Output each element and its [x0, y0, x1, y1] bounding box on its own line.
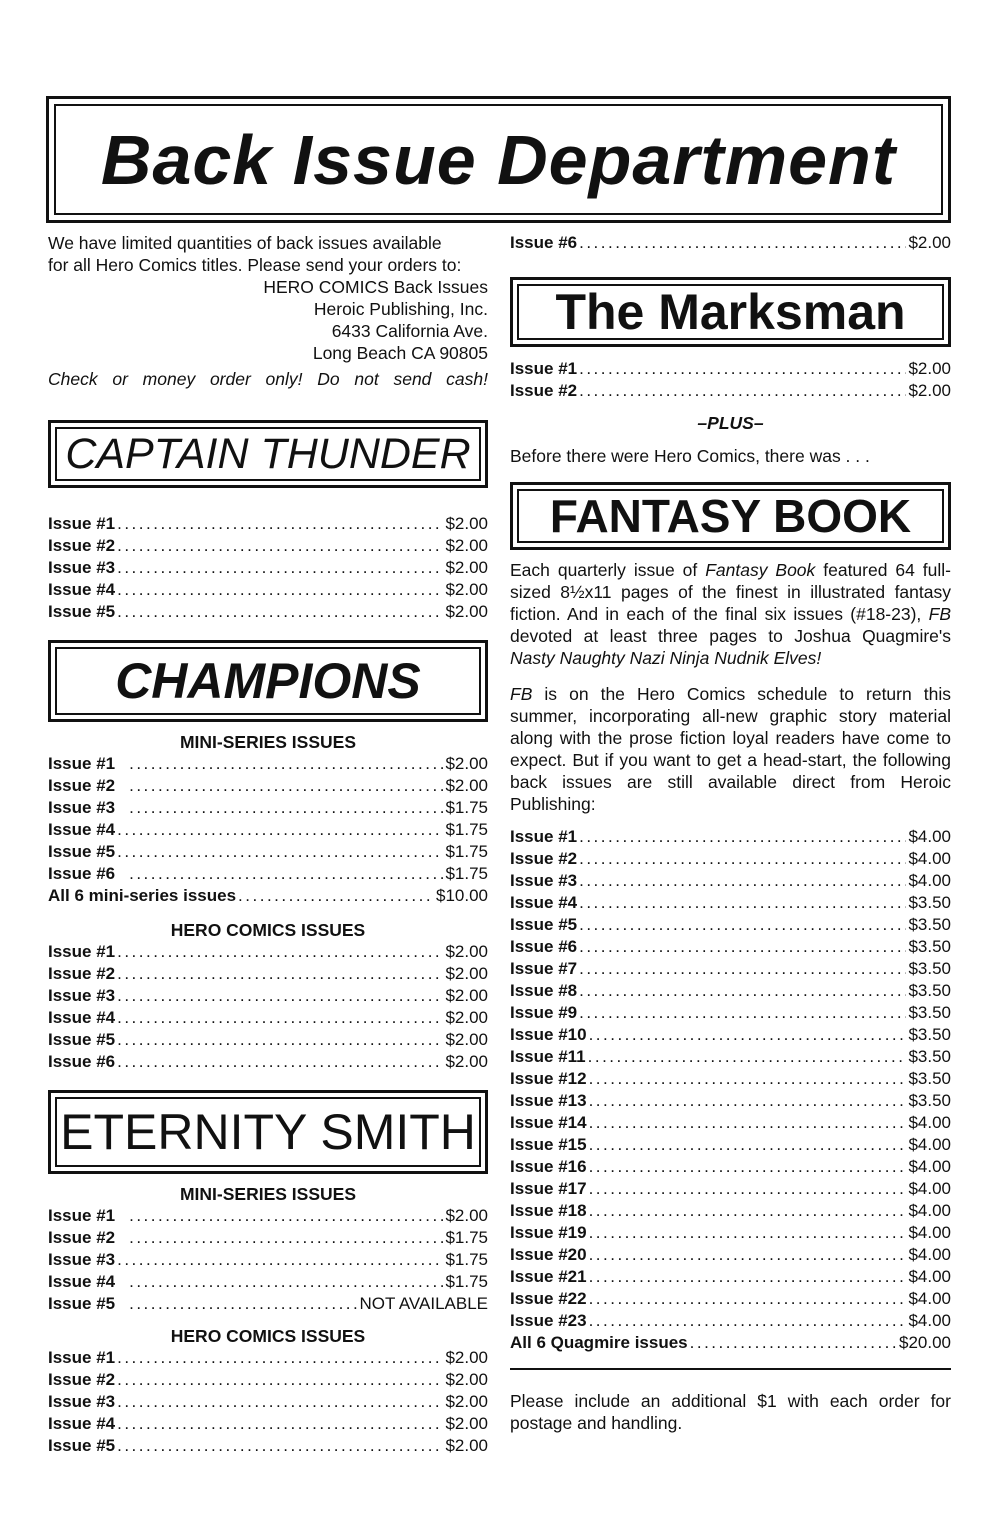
address-line: Long Beach CA 90805 — [312, 343, 488, 363]
dot-leader — [579, 358, 906, 380]
dot-leader — [117, 1051, 443, 1073]
fantasy-book-title: FANTASY BOOK — [549, 490, 912, 542]
issue-row — [48, 1435, 488, 1457]
dot-leader — [117, 557, 443, 579]
issue-price: $1.75 — [445, 1272, 488, 1291]
issue-price: $3.50 — [908, 915, 951, 934]
issue-price: $3.50 — [908, 1025, 951, 1044]
bundle-row — [48, 885, 488, 907]
issue-row — [48, 1227, 488, 1249]
dot-leader — [129, 753, 443, 775]
dot-leader — [117, 1413, 443, 1435]
dot-leader — [238, 885, 434, 907]
issue-label: Issue #2 — [48, 536, 116, 555]
dot-leader — [117, 1435, 443, 1457]
issue-label: Issue #3 — [48, 986, 116, 1005]
issue-label: Issue #7 — [510, 959, 578, 978]
dot-leader — [117, 1007, 443, 1029]
issue-label: Issue #2 — [48, 1370, 116, 1389]
mailing-address — [48, 276, 488, 364]
issue-row — [48, 1369, 488, 1391]
issue-row — [48, 863, 488, 885]
issue-row — [510, 870, 951, 892]
issue-label: Issue #6 — [48, 1052, 116, 1071]
issue-price: $2.00 — [908, 359, 951, 378]
dot-leader — [589, 1288, 907, 1310]
issue-label: Issue #1 — [48, 942, 116, 961]
issue-label: Issue #10 — [510, 1025, 587, 1044]
dot-leader — [589, 1266, 907, 1288]
issue-price: $1.75 — [445, 820, 488, 839]
issue-label: Issue #5 — [48, 1030, 116, 1049]
issue-row — [510, 1266, 951, 1288]
issue-row — [510, 1310, 951, 1332]
issue-row — [510, 848, 951, 870]
address-line: 6433 California Ave. — [331, 321, 488, 341]
issue-price: $2.00 — [908, 233, 951, 252]
issue-price: $3.50 — [908, 1047, 951, 1066]
issue-label: Issue #3 — [48, 558, 116, 577]
captain-thunder-title: CAPTAIN THUNDER — [65, 429, 471, 478]
issue-row — [510, 1002, 951, 1024]
dot-leader — [129, 863, 443, 885]
issue-row — [48, 1029, 488, 1051]
issue-price: $2.00 — [445, 1436, 488, 1455]
issue-price: $2.00 — [445, 1052, 488, 1071]
dot-leader — [579, 380, 906, 402]
eternity-smith-title-box — [48, 1090, 488, 1174]
dot-leader — [589, 1222, 907, 1244]
mini-series-heading: MINI-SERIES ISSUES — [179, 732, 356, 752]
issue-label: Issue #9 — [510, 1003, 578, 1022]
issue-row — [48, 775, 488, 797]
fantasy-book-schedule-paragraph: FB is on the Hero Comics schedule to return this summer, incorporating all-new graphic story material along with the prose fiction loyal readers have come to expect. But if you want to get a head-start, the following back issues are still available direct from Heroic Publishing: — [510, 684, 951, 814]
issue-row — [48, 1007, 488, 1029]
issue-label: Issue #15 — [510, 1135, 587, 1154]
dot-leader — [589, 1200, 907, 1222]
issue-row — [48, 601, 488, 623]
dot-leader — [690, 1332, 897, 1354]
issue-row — [48, 1293, 488, 1315]
issue-row — [510, 1046, 951, 1068]
issue-label: Issue #21 — [510, 1267, 587, 1286]
before-text: Before there were Hero Comics, there was . . . — [510, 446, 870, 466]
dot-leader — [589, 1178, 907, 1200]
issue-label: Issue #5 — [48, 1294, 116, 1313]
issue-price: $4.00 — [908, 1113, 951, 1132]
champions-title: CHAMPIONS — [115, 653, 421, 709]
issue-row — [510, 358, 951, 380]
right-column — [510, 232, 951, 1434]
dot-leader — [579, 826, 906, 848]
issue-row — [48, 985, 488, 1007]
issue-label: All 6 mini-series issues — [48, 886, 237, 905]
issue-row — [510, 1024, 951, 1046]
champions-title-box — [48, 640, 488, 722]
issue-row — [48, 797, 488, 819]
issue-label: Issue #2 — [48, 776, 116, 795]
issue-price: $4.00 — [908, 1223, 951, 1242]
issue-price: $2.00 — [445, 1206, 488, 1225]
issue-row — [48, 1051, 488, 1073]
dot-leader — [579, 1002, 906, 1024]
dot-leader — [117, 1029, 443, 1051]
issue-label: Issue #13 — [510, 1091, 587, 1110]
page-title-inner-frame — [54, 104, 943, 215]
dot-leader — [589, 1068, 907, 1090]
dot-leader — [117, 941, 443, 963]
dot-leader — [117, 841, 443, 863]
issue-row — [510, 232, 951, 254]
issue-price: $2.00 — [445, 1348, 488, 1367]
issue-label: Issue #2 — [48, 1228, 116, 1247]
dot-leader — [117, 579, 443, 601]
dot-leader — [579, 914, 906, 936]
issue-price: $1.75 — [445, 1250, 488, 1269]
issue-row — [510, 1288, 951, 1310]
issue-price: $3.50 — [908, 1069, 951, 1088]
issue-label: Issue #23 — [510, 1311, 587, 1330]
issue-price: $2.00 — [908, 381, 951, 400]
issue-label: Issue #4 — [48, 1008, 116, 1027]
fantasy-book-title-box — [510, 482, 951, 550]
hero-comics-heading: HERO COMICS ISSUES — [170, 1326, 366, 1346]
issue-label: Issue #2 — [48, 964, 116, 983]
dot-leader — [129, 1293, 357, 1315]
issue-label: Issue #6 — [510, 937, 578, 956]
issue-price: $4.00 — [908, 1245, 951, 1264]
issue-price: $1.75 — [445, 864, 488, 883]
issue-price: $4.00 — [908, 1135, 951, 1154]
issue-price: $2.00 — [445, 602, 488, 621]
issue-row — [510, 1068, 951, 1090]
issue-price: $1.75 — [445, 798, 488, 817]
issue-row — [510, 936, 951, 958]
issue-row — [48, 579, 488, 601]
marksman-title-box — [510, 277, 951, 347]
issue-price: $10.00 — [436, 886, 488, 905]
dot-leader — [117, 963, 443, 985]
dot-leader — [117, 1347, 443, 1369]
issue-row — [48, 1347, 488, 1369]
issue-price: $2.00 — [445, 1370, 488, 1389]
dot-leader — [589, 1112, 907, 1134]
intro-line-1: We have limited quantities of back issues available — [48, 233, 442, 253]
dot-leader — [129, 797, 443, 819]
issue-label: Issue #1 — [510, 827, 578, 846]
address-line: Heroic Publishing, Inc. — [313, 299, 488, 319]
issue-label: Issue #18 — [510, 1201, 587, 1220]
hero-comics-heading: HERO COMICS ISSUES — [170, 920, 366, 940]
intro-block — [48, 232, 488, 390]
issue-label: Issue #1 — [48, 754, 116, 773]
dot-leader — [589, 1024, 907, 1046]
dot-leader — [589, 1156, 907, 1178]
dot-leader — [579, 232, 906, 254]
issue-label: All 6 Quagmire issues — [510, 1333, 688, 1352]
issue-label: Issue #5 — [48, 1436, 116, 1455]
champions-list — [48, 731, 488, 1073]
dot-leader — [589, 1134, 907, 1156]
issue-row — [510, 826, 951, 848]
issue-label: Issue #11 — [510, 1047, 586, 1066]
eternity-smith-title: ETERNITY SMITH — [60, 1104, 476, 1160]
issue-row — [48, 841, 488, 863]
issue-price: $1.75 — [445, 842, 488, 861]
issue-row — [510, 1156, 951, 1178]
dot-leader — [117, 601, 443, 623]
issue-label: Issue #5 — [48, 842, 116, 861]
issue-row — [48, 1391, 488, 1413]
issue-label: Issue #4 — [48, 820, 116, 839]
issue-label: Issue #6 — [48, 864, 116, 883]
issue-label: Issue #20 — [510, 1245, 587, 1264]
issue-price: $2.00 — [445, 1414, 488, 1433]
issue-label: Issue #3 — [48, 798, 116, 817]
issue-price: $4.00 — [908, 1267, 951, 1286]
issue-row — [510, 1112, 951, 1134]
dot-leader — [579, 958, 906, 980]
issue-price: $4.00 — [908, 827, 951, 846]
dot-leader — [579, 980, 906, 1002]
issue-label: Issue #3 — [48, 1392, 116, 1411]
issue-price: $2.00 — [445, 942, 488, 961]
issue-row — [48, 513, 488, 535]
issue-price: $2.00 — [445, 580, 488, 599]
captain-thunder-list — [48, 513, 488, 623]
issue-price: $2.00 — [445, 754, 488, 773]
page-title-box — [46, 96, 951, 223]
fantasy-book-description: Each quarterly issue of Fantasy Book featured 64 full-sized 8½x11 pages of the finest in illustrated fantasy fiction. And in each of the final six issues (#18-23), FB devoted at least three pages to Joshua Quagmire's Nasty Naughty Nazi Ninja Nudnik Elves! — [510, 560, 952, 668]
divider-rule — [510, 1368, 951, 1370]
issue-label: Issue #1 — [510, 359, 578, 378]
issue-row — [48, 819, 488, 841]
issue-row — [48, 535, 488, 557]
dot-leader — [129, 775, 443, 797]
issue-row — [510, 892, 951, 914]
issue-price: $4.00 — [908, 1179, 951, 1198]
issue-row — [510, 1090, 951, 1112]
page-title: Back Issue Department — [100, 120, 897, 199]
intro-line-2: for all Hero Comics titles. Please send your orders to: — [48, 255, 462, 275]
issue-price: $2.00 — [445, 776, 488, 795]
issue-label: Issue #4 — [48, 1272, 116, 1291]
issue-label: Issue #4 — [48, 1414, 116, 1433]
dot-leader — [129, 1205, 443, 1227]
dot-leader — [117, 1391, 443, 1413]
fantasy-book-italic: Fantasy Book — [705, 560, 816, 580]
dot-leader — [129, 1227, 443, 1249]
dot-leader — [579, 892, 906, 914]
issue-row — [510, 980, 951, 1002]
dot-leader — [589, 1090, 907, 1112]
issue-price: $4.00 — [908, 849, 951, 868]
issue-price: $2.00 — [445, 986, 488, 1005]
issue-label: Issue #8 — [510, 981, 578, 1000]
issue-row — [510, 1134, 951, 1156]
issue-label: Issue #6 — [510, 233, 578, 252]
issue-price: $2.00 — [445, 514, 488, 533]
issue-label: Issue #2 — [510, 849, 578, 868]
issue-label: Issue #16 — [510, 1157, 587, 1176]
eternity-smith-list — [48, 1183, 488, 1457]
issue-price: NOT AVAILABLE — [359, 1294, 488, 1313]
issue-row — [48, 557, 488, 579]
issue-label: Issue #1 — [48, 514, 116, 533]
issue-row — [48, 963, 488, 985]
issue-row — [48, 941, 488, 963]
issue-price: $3.50 — [908, 893, 951, 912]
issue-price: $2.00 — [445, 964, 488, 983]
issue-price: $3.50 — [908, 937, 951, 956]
dot-leader — [579, 936, 906, 958]
issue-price: $2.00 — [445, 536, 488, 555]
issue-row — [510, 1244, 951, 1266]
issue-price: $3.50 — [908, 981, 951, 1000]
issue-row — [510, 958, 951, 980]
dot-leader — [129, 1271, 443, 1293]
issue-label: Issue #1 — [48, 1206, 116, 1225]
dot-leader — [579, 870, 906, 892]
elves-title: Nasty Naughty Nazi Ninja Nudnik Elves! — [510, 648, 822, 668]
issue-row — [48, 1249, 488, 1271]
dot-leader — [117, 1369, 443, 1391]
issue-label: Issue #5 — [48, 602, 116, 621]
issue-row — [510, 914, 951, 936]
issue-label: Issue #2 — [510, 381, 578, 400]
issue-row — [510, 380, 951, 402]
issue-label: Issue #3 — [510, 871, 578, 890]
dot-leader — [117, 513, 443, 535]
issue-price: $3.50 — [908, 1003, 951, 1022]
issue-price: $4.00 — [908, 1201, 951, 1220]
issue-price: $2.00 — [445, 1392, 488, 1411]
issue-label: Issue #12 — [510, 1069, 587, 1088]
dot-leader — [589, 1244, 907, 1266]
issue-price: $3.50 — [908, 1091, 951, 1110]
left-column — [48, 232, 488, 1457]
dot-leader — [117, 535, 443, 557]
dot-leader — [117, 819, 443, 841]
mini-series-heading: MINI-SERIES ISSUES — [179, 1184, 356, 1204]
plus-heading: –PLUS– — [697, 413, 764, 433]
issue-row — [48, 1205, 488, 1227]
issue-label: Issue #5 — [510, 915, 578, 934]
issue-price: $20.00 — [899, 1333, 951, 1352]
issue-label: Issue #17 — [510, 1179, 587, 1198]
issue-price: $4.00 — [908, 1289, 951, 1308]
dot-leader — [117, 985, 443, 1007]
bundle-row — [510, 1332, 951, 1354]
issue-row — [48, 753, 488, 775]
issue-label: Issue #4 — [48, 580, 116, 599]
issue-price: $2.00 — [445, 1030, 488, 1049]
issue-row — [48, 1413, 488, 1435]
issue-price: $2.00 — [445, 1008, 488, 1027]
marksman-title: The Marksman — [555, 284, 906, 340]
captain-thunder-title-box — [48, 420, 488, 488]
issue-label: Issue #22 — [510, 1289, 587, 1308]
fantasy-book-list — [510, 826, 951, 1354]
issue-label: Issue #1 — [48, 1348, 116, 1367]
issue-price: $2.00 — [445, 558, 488, 577]
issue-row — [48, 1271, 488, 1293]
issue-price: $4.00 — [908, 1311, 951, 1330]
issue-row — [510, 1222, 951, 1244]
dot-leader — [579, 848, 906, 870]
issue-price: $3.50 — [908, 959, 951, 978]
issue-row — [510, 1200, 951, 1222]
marksman-list — [510, 358, 951, 402]
issue-label: Issue #14 — [510, 1113, 587, 1132]
issue-row — [510, 1178, 951, 1200]
issue-label: Issue #4 — [510, 893, 578, 912]
dot-leader — [588, 1046, 907, 1068]
dot-leader — [589, 1310, 907, 1332]
issue-price: $1.75 — [445, 1228, 488, 1247]
payment-note: Check or money order only! Do not send cash! — [48, 369, 488, 389]
address-line: HERO COMICS Back Issues — [263, 277, 488, 297]
issue-label: Issue #19 — [510, 1223, 587, 1242]
issue-label: Issue #3 — [48, 1250, 116, 1269]
issue-price: $4.00 — [908, 1157, 951, 1176]
shipping-note: Please include an additional $1 with each order for postage and handling. — [510, 1391, 951, 1433]
dot-leader — [117, 1249, 443, 1271]
issue-price: $4.00 — [908, 871, 951, 890]
